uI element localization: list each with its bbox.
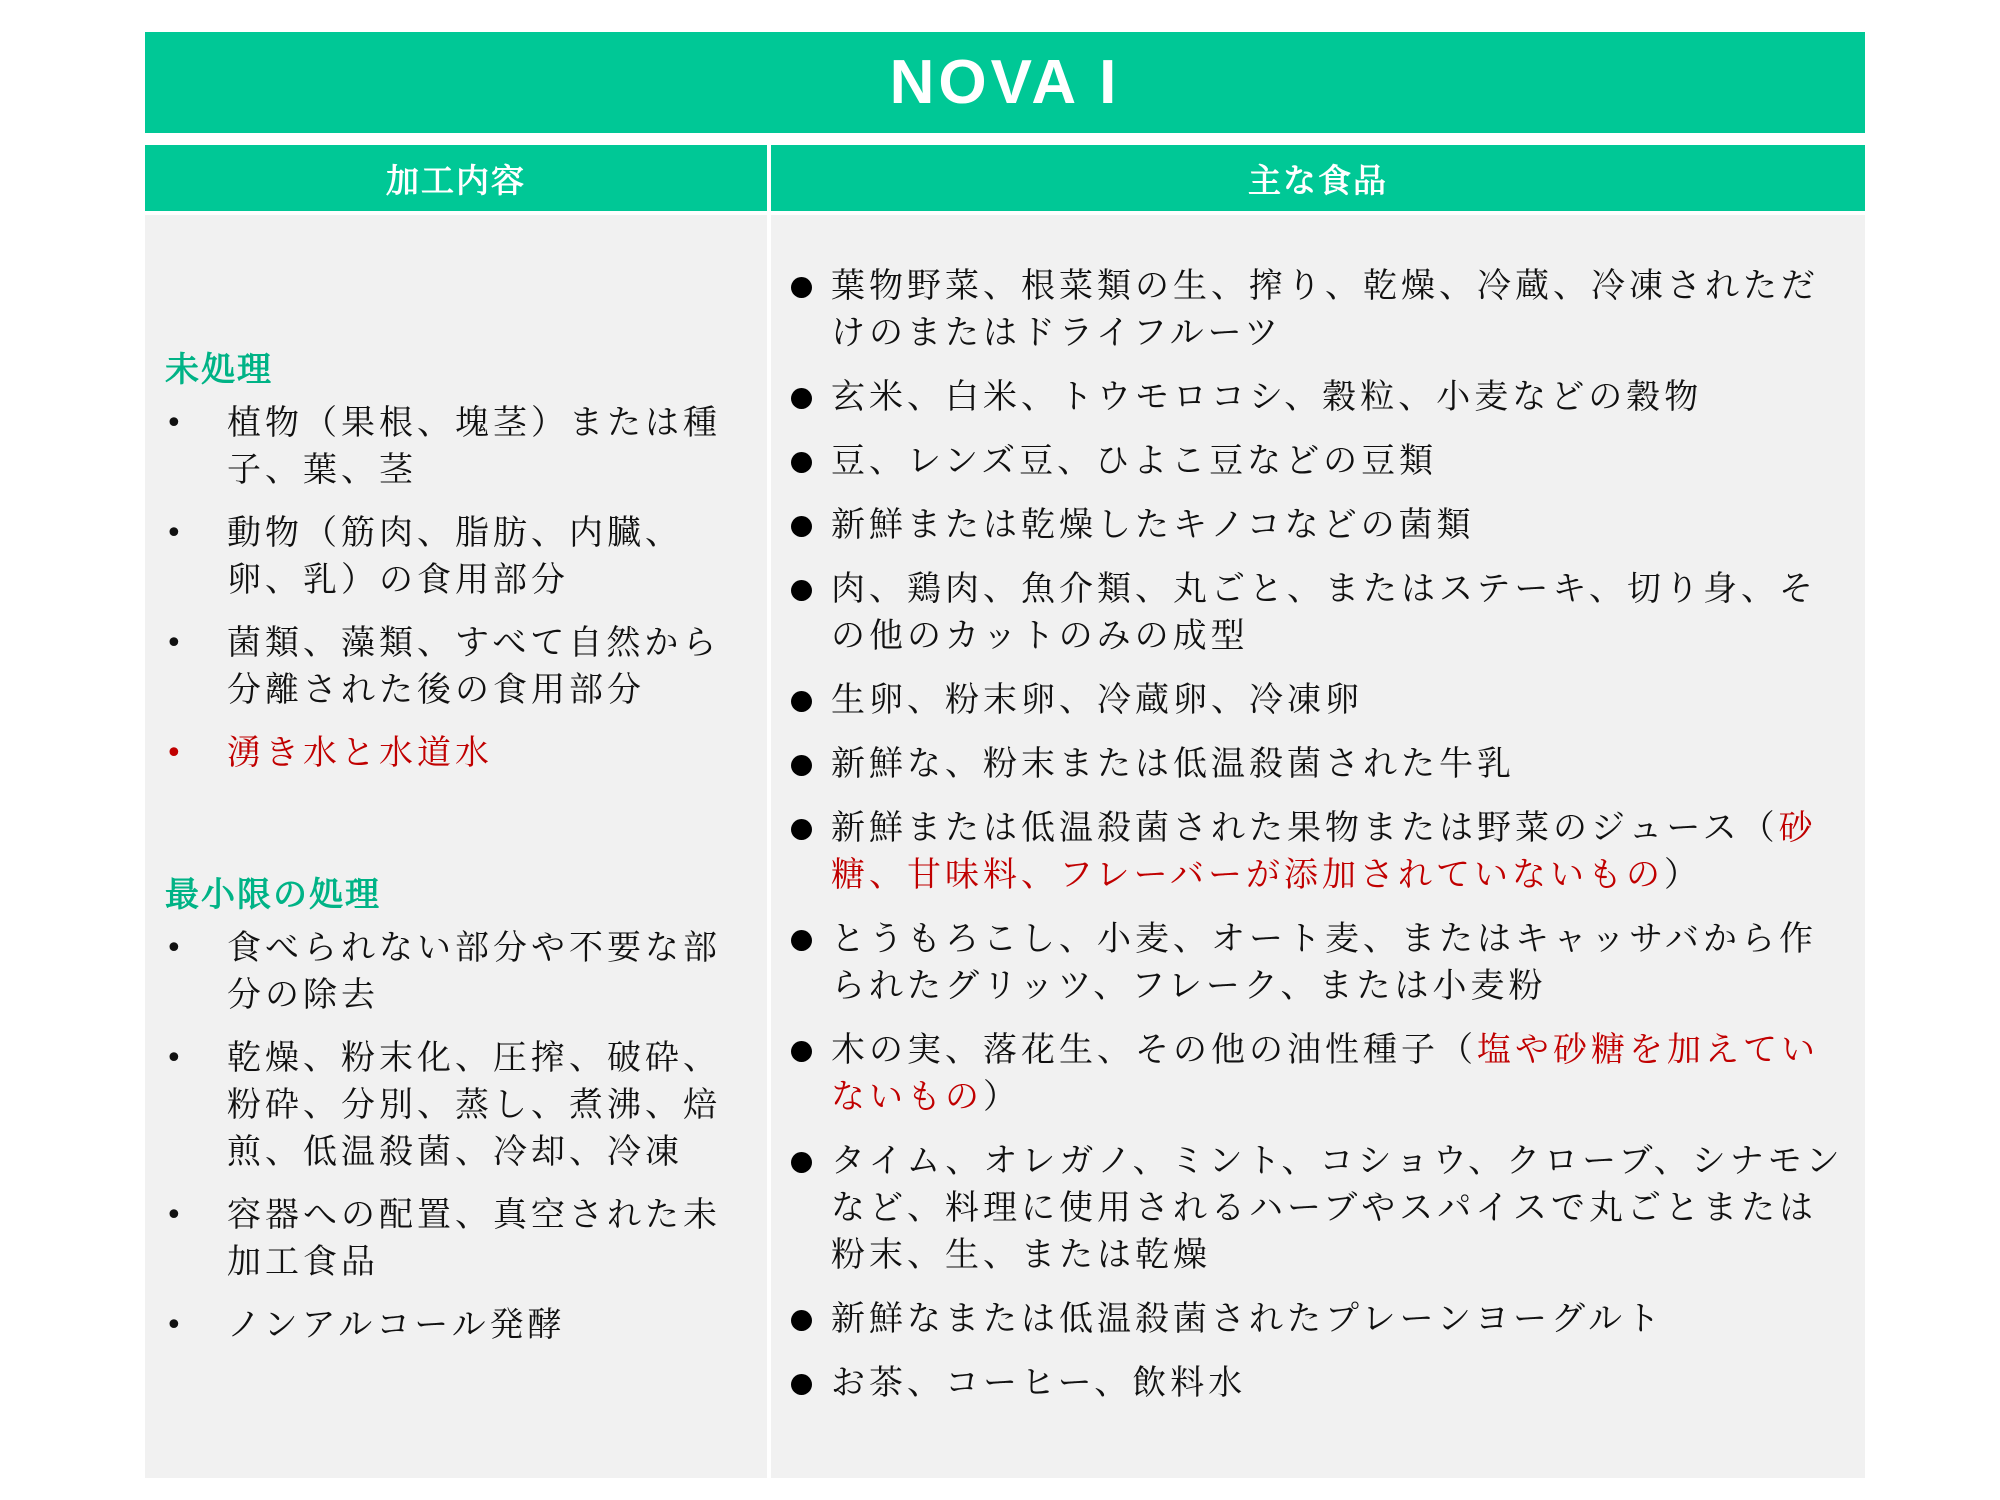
foods-list [789, 263, 1849, 1424]
list-item: 玄米、白米、トウモロコシ、穀粒、小麦などの穀物 [789, 374, 1849, 421]
section-title-unprocessed: 未処理 [165, 350, 273, 390]
column-header-processing: 加工内容 [145, 145, 767, 211]
list-item: • 動物（筋肉、脂肪、内臓、卵、乳）の食用部分 [163, 510, 753, 604]
unprocessed-list [163, 400, 753, 793]
page-title: NOVA I [145, 32, 1865, 133]
list-item: 肉、鶏肉、魚介類、丸ごと、またはステーキ、切り身、その他のカットのみの成型 [789, 566, 1849, 660]
list-item: 葉物野菜、根菜類の生、搾り、乾燥、冷蔵、冷凍されただけのまたはドライフルーツ [789, 263, 1849, 357]
list-item: 新鮮または低温殺菌された果物または野菜のジュース（砂糖、甘味料、フレーバーが添加されていないもの） [789, 805, 1849, 899]
column-header-foods: 主な食品 [771, 145, 1865, 211]
list-item: お茶、コーヒー、飲料水 [789, 1360, 1849, 1407]
list-item: 新鮮または乾燥したキノコなどの菌類 [789, 502, 1849, 549]
list-item: 豆、レンズ豆、ひよこ豆などの豆類 [789, 438, 1849, 485]
list-item: • ノンアルコール発酵 [163, 1302, 753, 1349]
list-item: • 容器への配置、真空された未加工食品 [163, 1192, 753, 1286]
list-item: 生卵、粉末卵、冷蔵卵、冷凍卵 [789, 677, 1849, 724]
list-item: とうもろこし、小麦、オート麦、またはキャッサバから作られたグリッツ、フレーク、または小麦粉 [789, 916, 1849, 1010]
section-title-minimal-processing: 最小限の処理 [165, 875, 381, 915]
list-item: • 植物（果根、塊茎）または種子、葉、茎 [163, 400, 753, 494]
minimal-processing-list [163, 925, 753, 1365]
processing-panel [145, 215, 767, 1478]
list-item-highlight: • 湧き水と水道水 [163, 730, 753, 777]
list-item: • 乾燥、粉末化、圧搾、破砕、粉砕、分別、蒸し、煮沸、焙煎、低温殺菌、冷却、冷凍 [163, 1035, 753, 1176]
list-item: 新鮮な、粉末または低温殺菌された牛乳 [789, 741, 1849, 788]
highlight-text: 砂糖、甘味料、フレーバーが添加されていないもの [831, 808, 1817, 895]
foods-panel [771, 215, 1865, 1478]
highlight-text: 塩や砂糖を加えていないもの [831, 1030, 1819, 1117]
list-item: 新鮮なまたは低温殺菌されたプレーンヨーグルト [789, 1296, 1849, 1343]
list-item: タイム、オレガノ、ミント、コショウ、クローブ、シナモンなど、料理に使用されるハーブやスパイスで丸ごとまたは粉末、生、または乾燥 [789, 1138, 1849, 1279]
list-item: 木の実、落花生、その他の油性種子（塩や砂糖を加えていないもの） [789, 1027, 1849, 1121]
list-item: • 食べられない部分や不要な部分の除去 [163, 925, 753, 1019]
list-item: • 菌類、藻類、すべて自然から分離された後の食用部分 [163, 620, 753, 714]
